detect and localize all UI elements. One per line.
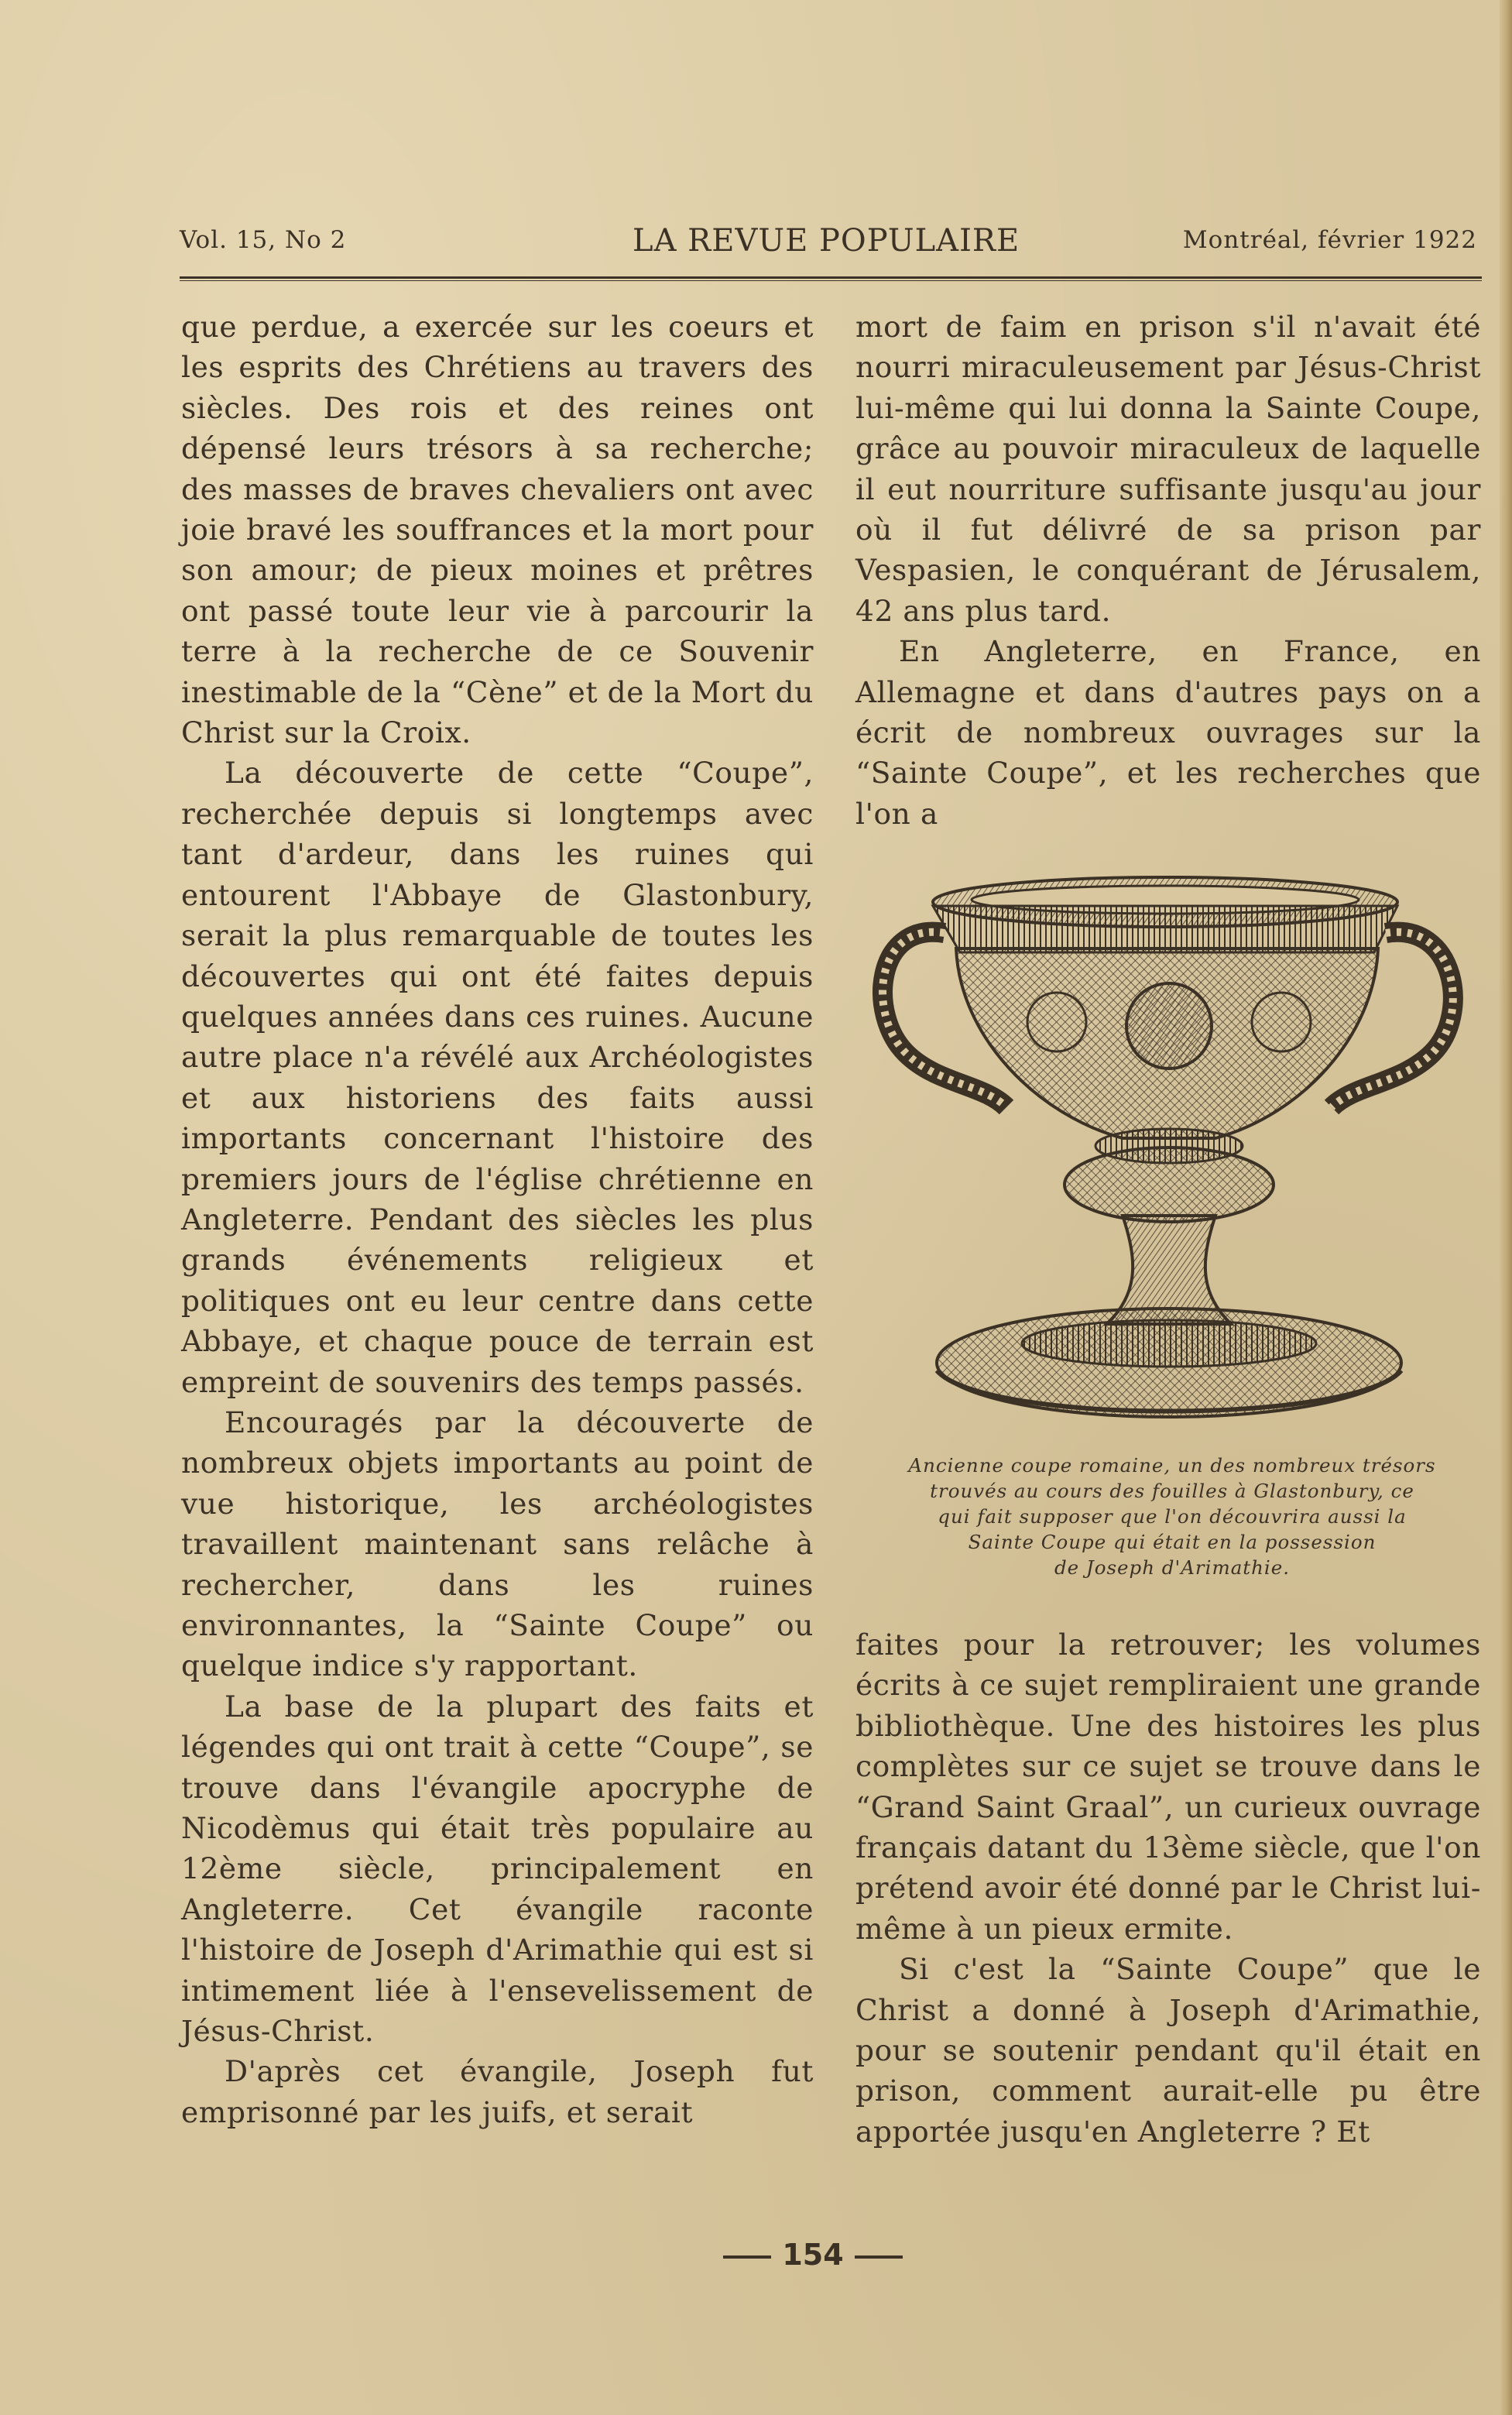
paragraph: Encouragés par la découverte de nombreux objets importants au point de vue historique, les archéologistes travaillent maintenant sans relâche à rechercher, dans les ruines environnantes, la “Sainte Coupe” ou quelque indice s'y rapportant. xyxy=(181,1405,814,1683)
caption-line: Ancienne coupe romaine, un des nombreux trésors xyxy=(908,1454,1436,1477)
paragraph: D'après cet évangile, Joseph fut emprisonné par les juifs, et serait xyxy=(181,2054,814,2129)
volume-number: Vol. 15, No 2 xyxy=(180,226,347,254)
dateline: Montréal, février 1922 xyxy=(1182,226,1477,254)
caption-line: trouvés au cours des fouilles à Glastonbury, ce xyxy=(930,1480,1414,1502)
left-column xyxy=(181,307,814,2132)
caption-line: qui fait supposer que l'on découvrira aussi la xyxy=(938,1505,1407,1528)
chalice-engraving xyxy=(859,859,1479,1448)
page-number-text: 154 xyxy=(782,2238,844,2272)
paragraph: La découverte de cette “Coupe”, recherchée depuis si longtemps avec tant d'ardeur, dans les ruines qui entourent l'Abbaye de Glastonbury, serait la plus remarquable de toutes les découvertes qui ont été faites depuis quelques années dans ces ruines. Aucune autre place n'a révélé aux Archéologistes et aux historiens des faits aussi importants concernant l'histoire des premiers jours de l'église chrétienne en Angleterre. Pendant des siècles les plus grands événements religieux et politiques ont eu leur centre dans cette Abbaye, et chaque pouce de terrain est empreint de souvenirs des temps passés. xyxy=(181,756,814,1399)
paragraph: Si c'est la “Sainte Coupe” que le Christ a donné à Joseph d'Arimathie, pour se soutenir pendant qu'il était en prison, comment aurait-elle pu être apportée jusqu'en Angleterre ? Et xyxy=(855,1952,1481,2149)
dash-right xyxy=(855,2255,903,2259)
illustration-caption xyxy=(855,1453,1489,1580)
paragraph: En Angleterre, en France, en Allemagne et dans d'autres pays on a écrit de nombreux ouvrages sur la “Sainte Coupe”, et les recherches que l'on a xyxy=(855,634,1481,831)
publication-title: LA REVUE POPULAIRE xyxy=(633,223,1020,259)
paragraph: La base de la plupart des faits et légendes qui ont trait à cette “Coupe”, se trouve dans l'évangile apocryphe de Nicodèmus qui était très populaire au 12ème siècle, principalement en Angleterre. Cet évangile raconte l'histoire de Joseph d'Arimathie qui est si intimement liée à l'ensevelissement de Jésus-Christ. xyxy=(181,1689,814,2049)
header-rule xyxy=(180,276,1482,281)
caption-line: de Joseph d'Arimathie. xyxy=(1054,1556,1291,1579)
paragraph: faites pour la retrouver; les volumes écrits à ce sujet rempliraient une grande bibliothèque. Une des histoires les plus complètes sur ce sujet se trouve dans le “Grand Saint Graal”, un curieux ouvrage français datant du 13ème siècle, que l'on prétend avoir été donné par le Christ lui-même à un pieux ermite. xyxy=(855,1628,1481,1946)
caption-line: Sainte Coupe qui était en la possession xyxy=(968,1531,1377,1553)
roman-cup-illustration xyxy=(859,859,1479,1448)
page-edge xyxy=(1500,0,1512,2415)
paragraph: mort de faim en prison s'il n'avait été nourri miraculeusement par Jésus-Christ lui-même qui lui donna la Sainte Coupe, grâce au pouvoir miraculeux de laquelle il eut nourriture suffisante jusqu'au jour où il fut délivré de sa prison par Vespasien, le conquérant de Jérusalem, 42 ans plus tard. xyxy=(855,310,1481,628)
right-column-bottom xyxy=(855,1624,1481,2152)
right-column-top xyxy=(855,307,1481,834)
page-header xyxy=(180,223,1485,269)
paragraph: que perdue, a exercée sur les coeurs et les esprits des Chrétiens au travers des siècles. Des rois et des reines ont dépensé leurs trésors à sa recherche; des masses de braves chevaliers ont avec joie bravé les souffrances et la mort pour son amour; de pieux moines et prêtres ont passé toute leur vie à parcourir la terre à la recherche de ce Souvenir inestimable de la “Cène” et de la Mort du Christ sur la Croix. xyxy=(181,310,814,750)
dash-left xyxy=(723,2255,771,2259)
page-number xyxy=(697,2238,929,2284)
